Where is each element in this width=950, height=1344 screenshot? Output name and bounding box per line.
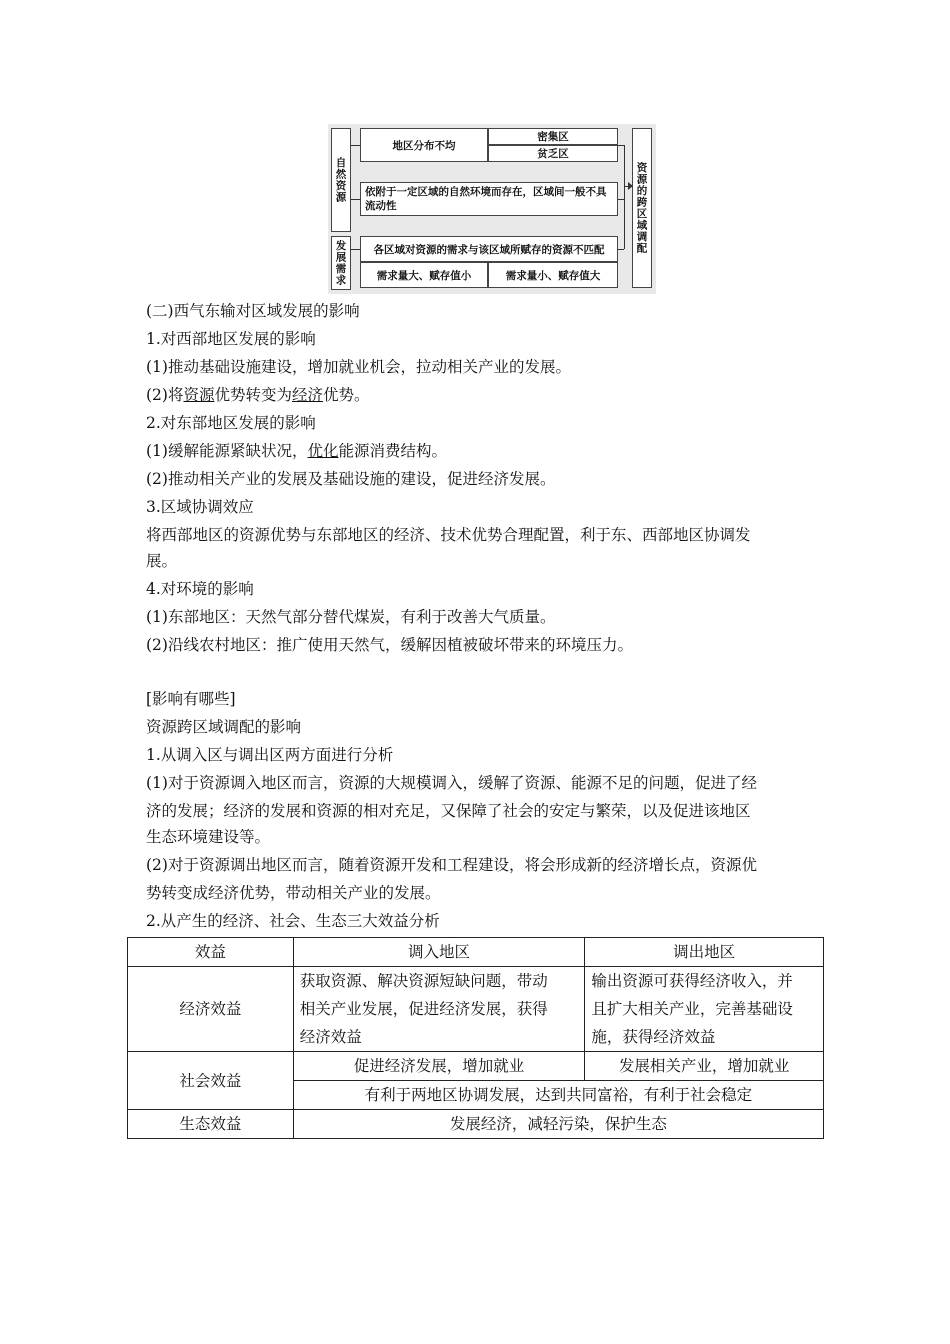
mismatch-box: 各区域对资源的需求与该区域所赋存的资源不匹配	[360, 236, 618, 262]
west-point-1: (1)推动基础设施建设，增加就业机会，拉动相关产业的发展。	[146, 358, 571, 376]
row-label: 经济效益	[128, 967, 294, 1052]
table-row	[128, 967, 824, 1052]
coop-text-line: 展。	[146, 552, 178, 570]
table-cell: 输出资源可获得经济收入，并 且扩大相关产业，完善基础设 施，获得经济效益	[585, 967, 824, 1052]
table-cell: 发展经济，减轻污染，保护生态	[293, 1110, 823, 1139]
west-title: 1.对西部地区发展的影响	[146, 330, 316, 348]
table-cell: 发展相关产业，增加就业	[585, 1052, 824, 1081]
paragraph-line: (1)对于资源调入地区而言，资源的大规模调入，缓解了资源、能源不足的问题，促进了经	[146, 774, 757, 792]
connector-line	[351, 199, 360, 200]
row-label: 生态效益	[128, 1110, 294, 1139]
natural-resource-label: 自然资源	[331, 128, 351, 232]
env-title: 4.对环境的影响	[146, 580, 254, 598]
poor-area-box: 贫乏区	[488, 145, 618, 162]
connector-line	[624, 145, 625, 249]
demand-label: 发展需求	[331, 236, 351, 290]
header-cell: 调出地区	[585, 938, 824, 967]
benefit-title: 2.从产生的经济、社会、生态三大效益分析	[146, 912, 440, 930]
table-row	[128, 1110, 824, 1139]
row-label: 社会效益	[128, 1052, 294, 1110]
header-cell: 调入地区	[293, 938, 585, 967]
table-cell: 促进经济发展，增加就业	[293, 1052, 585, 1081]
dense-area-box: 密集区	[488, 128, 618, 145]
demand-large-box: 需求量大、赋存值小	[360, 262, 488, 288]
demand-small-box: 需求量小、赋存值大	[488, 262, 618, 288]
analysis-title: 1.从调入区与调出区两方面进行分析	[146, 746, 394, 764]
result-box: 资源的跨区域调配	[632, 128, 652, 288]
arrow-icon	[628, 182, 633, 190]
env-point-1: (1)东部地区：天然气部分替代煤炭，有利于改善大气质量。	[146, 608, 556, 626]
paragraph-line: 生态环境建设等。	[146, 828, 271, 846]
paragraph-line: (2)对于资源调出地区而言，随着资源开发和工程建设，将会形成新的经济增长点，资源优	[146, 856, 757, 874]
paragraph-line: 势转变成经济优势，带动相关产业的发展。	[146, 884, 441, 902]
coop-title: 3.区域协调效应	[146, 498, 254, 516]
east-point-1: (1)缓解能源紧缺状况，优化能源消费结构。	[146, 442, 447, 460]
attached-property-box: 依附于一定区域的自然环境而存在，区域间一般不具流动性	[360, 182, 618, 216]
section-title: 资源跨区域调配的影响	[146, 718, 302, 736]
table-row	[128, 1052, 824, 1081]
table-cell: 获取资源、解决资源短缺问题，带动 相关产业发展，促进经济发展，获得 经济效益	[293, 967, 585, 1052]
section-tag: [影响有哪些]	[146, 690, 236, 708]
env-point-2: (2)沿线农村地区：推广使用天然气，缓解因植被破坏带来的环境压力。	[146, 636, 633, 654]
uneven-distribution-box: 地区分布不均	[360, 128, 488, 162]
coop-text-line: 将西部地区的资源优势与东部地区的经济、技术优势合理配置，利于东、西部地区协调发	[146, 526, 751, 544]
east-point-2: (2)推动相关产业的发展及基础设施的建设，促进经济发展。	[146, 470, 556, 488]
connector-line	[618, 249, 624, 250]
table-cell: 有利于两地区协调发展，达到共同富裕，有利于社会稳定	[293, 1081, 823, 1110]
section-heading: (二)西气东输对区域发展的影响	[146, 302, 360, 320]
east-title: 2.对东部地区发展的影响	[146, 414, 316, 432]
connector-line	[351, 249, 360, 250]
benefit-table	[127, 937, 824, 1139]
table-row	[128, 938, 824, 967]
paragraph-line: 济的发展；经济的发展和资源的相对充足，又保障了社会的安定与繁荣，以及促进该地区	[146, 802, 751, 820]
west-point-2: (2)将资源优势转变为经济优势。	[146, 386, 370, 404]
connector-line	[351, 145, 360, 146]
header-cell: 效益	[128, 938, 294, 967]
resource-allocation-diagram	[328, 124, 656, 294]
